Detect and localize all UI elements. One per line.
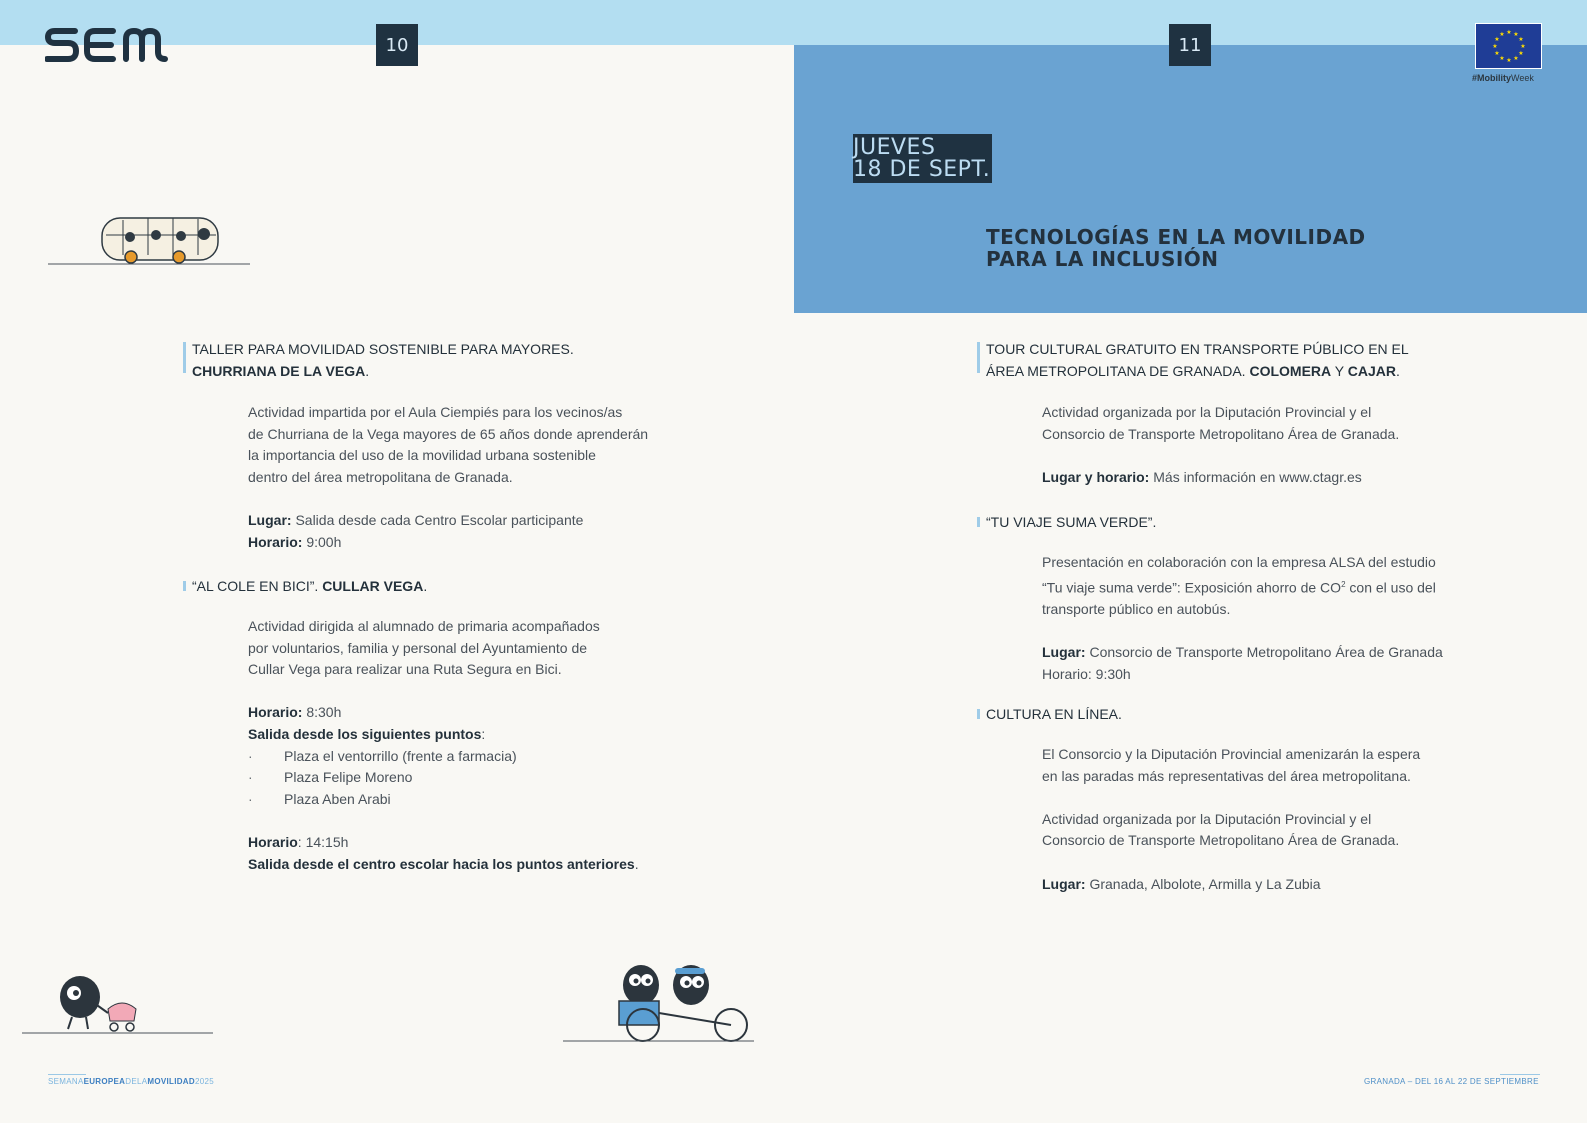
tu-viaje-description: Presentación en colaboración con la empresa ALSA del estudio “Tu viaje suma verde”: Exposición ahorro de $CO^2$ con el uso del transporte público en autobús. Lugar: Consorcio de Transporte Metropolitano Área de Granada Horario: 9:30h xyxy=(1042,554,1443,682)
section-title-tour-cultural: TOUR CULTURAL GRATUITO EN TRANSPORTE PÚBLICO EN EL ÁREA METROPOLITANA DE GRANADA. COLOMERA Y CAJAR. xyxy=(986,338,1409,382)
list-item: · Plaza Felipe Moreno xyxy=(248,769,413,786)
character-with-stroller-illustration xyxy=(22,975,217,1052)
svg-text:★: ★ xyxy=(1505,57,1512,64)
taller-description: Actividad impartida por el Aula Ciempiés para los vecinos/as de Churriana de la Vega mayores de 65 años donde aprenderán la importancia del uso de la movilidad urbana sostenible dentro del área metropolitana de Granada. Lugar: Salida desde cada Centro Escolar participante Horario: 9:00h xyxy=(248,404,649,550)
sem-logo xyxy=(45,22,173,73)
section-title-tu-viaje: “TU VIAJE SUMA VERDE”. xyxy=(986,511,1156,533)
svg-text:★: ★ xyxy=(1505,29,1512,36)
section-title-cultura-en-linea: CULTURA EN LÍNEA. xyxy=(986,703,1122,725)
section-bar xyxy=(977,709,980,719)
tour-description: Actividad organizada por la Diputación Provincial y el Consorcio de Transporte Metropolitano Área de Granada. Lugar y horario: Más información en www.ctagr.es xyxy=(1042,404,1400,485)
section-bar xyxy=(977,517,980,527)
main-title: TECNOLOGÍAS EN LA MOVILIDAD PARA LA INCLUSIÓN xyxy=(986,225,1366,271)
wheelchair-bike-illustration xyxy=(563,963,758,1052)
svg-text:★: ★ xyxy=(1517,36,1524,43)
svg-text:★: ★ xyxy=(1491,43,1498,50)
svg-text:★: ★ xyxy=(1498,31,1505,38)
page-number-left: 10 xyxy=(376,24,418,66)
footer-line-left xyxy=(48,1074,86,1075)
cultura-description: El Consorcio y la Diputación Provincial amenizarán la espera en las paradas más representativas del área metropolitana. Actividad organizada por la Diputación Provincial y el Consorcio de Transporte Metropolitano Área de Granada. Lugar: Granada, Albolote, Armilla y La Zubia xyxy=(1042,746,1421,892)
svg-text:★: ★ xyxy=(1519,43,1526,50)
day-label: JUEVES 18 DE SEPT. xyxy=(853,135,991,182)
bus-illustration xyxy=(48,215,253,275)
mobility-week-hashtag: #MobilityWeek xyxy=(1472,73,1534,83)
section-bar xyxy=(183,342,186,373)
svg-text:★: ★ xyxy=(1493,36,1500,43)
al-cole-description: Actividad dirigida al alumnado de primaria acompañados por voluntarios, familia y personal del Ayuntamiento de Cullar Vega para realizar una Ruta Segura en Bici. Horario: 8:30h Salida desde los siguientes puntos: · Plaza el ventorrillo (frente a farmacia) · Plaza Felipe Moreno · Plaza Aben Arabi Horario: 14:15h Salida desde el centro escolar hacia los puntos anteriores. xyxy=(248,616,718,875)
top-band xyxy=(0,0,1587,45)
svg-text:★: ★ xyxy=(1493,50,1500,57)
page-number-right: 11 xyxy=(1169,24,1211,66)
section-title-al-cole: “AL COLE EN BICI”. CULLAR VEGA. xyxy=(192,575,427,597)
eu-flag-icon xyxy=(1475,23,1542,69)
svg-text:★: ★ xyxy=(1512,31,1519,38)
section-bar xyxy=(977,342,980,373)
footer-left: SEMANAEUROPEADELAMOVILIDAD2025 xyxy=(48,1077,214,1086)
list-item: · Plaza Aben Arabi xyxy=(248,790,391,807)
footer-right: GRANADA – DEL 16 AL 22 DE SEPTIEMBRE xyxy=(1364,1077,1539,1086)
section-bar xyxy=(183,581,186,591)
svg-text:★: ★ xyxy=(1512,55,1519,62)
list-item: · Plaza el ventorrillo (frente a farmacia) xyxy=(248,747,517,764)
svg-text:★: ★ xyxy=(1498,55,1505,62)
footer-line-right xyxy=(1500,1074,1540,1075)
svg-text:★: ★ xyxy=(1517,50,1524,57)
section-title-taller: TALLER PARA MOVILIDAD SOSTENIBLE PARA MAYORES. CHURRIANA DE LA VEGA. xyxy=(192,338,574,382)
